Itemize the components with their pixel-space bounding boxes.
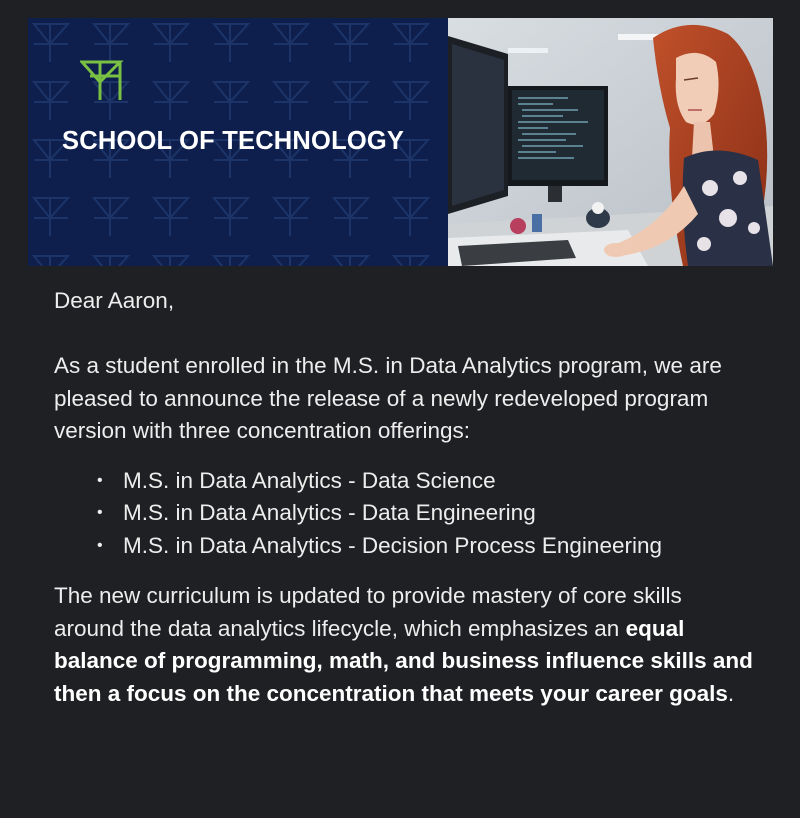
header-banner <box>28 18 773 266</box>
concentration-label: M.S. in Data Analytics - Decision Process Engineering <box>123 532 662 558</box>
curriculum-lead: The new curriculum is updated to provide mastery of core skills around the data analytics lifecycle, which emphasizes an <box>54 583 682 641</box>
school-logo-icon <box>80 58 124 104</box>
school-title: SCHOOL OF TECHNOLOGY <box>62 127 405 155</box>
student-at-workstation-image <box>448 18 773 266</box>
banner-brand-panel <box>28 18 448 266</box>
curriculum-tail: . <box>727 680 735 706</box>
banner-photo <box>448 18 773 266</box>
curriculum-paragraph <box>54 580 754 710</box>
concentration-label: M.S. in Data Analytics - Data Engineering <box>123 500 536 525</box>
concentration-list <box>54 465 754 563</box>
bullet-icon: • <box>97 471 103 489</box>
email-content <box>54 285 754 710</box>
intro-paragraph: As a student enrolled in the M.S. in Data Analytics program, we are pleased to announce the release of a newly redeveloped program version with three concentration offerings: <box>54 353 722 443</box>
curriculum-emphasis: equal balance of programming, math, and business influence skills and then a focus on the concentration that meets your career goals <box>54 615 753 706</box>
greeting: Dear Aaron, <box>54 288 175 313</box>
bullet-icon: • <box>97 536 103 554</box>
list-item <box>54 465 754 498</box>
concentration-label: M.S. in Data Analytics - Data Science <box>123 467 496 493</box>
list-item <box>54 530 754 563</box>
list-item <box>54 497 754 530</box>
bullet-icon: • <box>97 504 103 521</box>
